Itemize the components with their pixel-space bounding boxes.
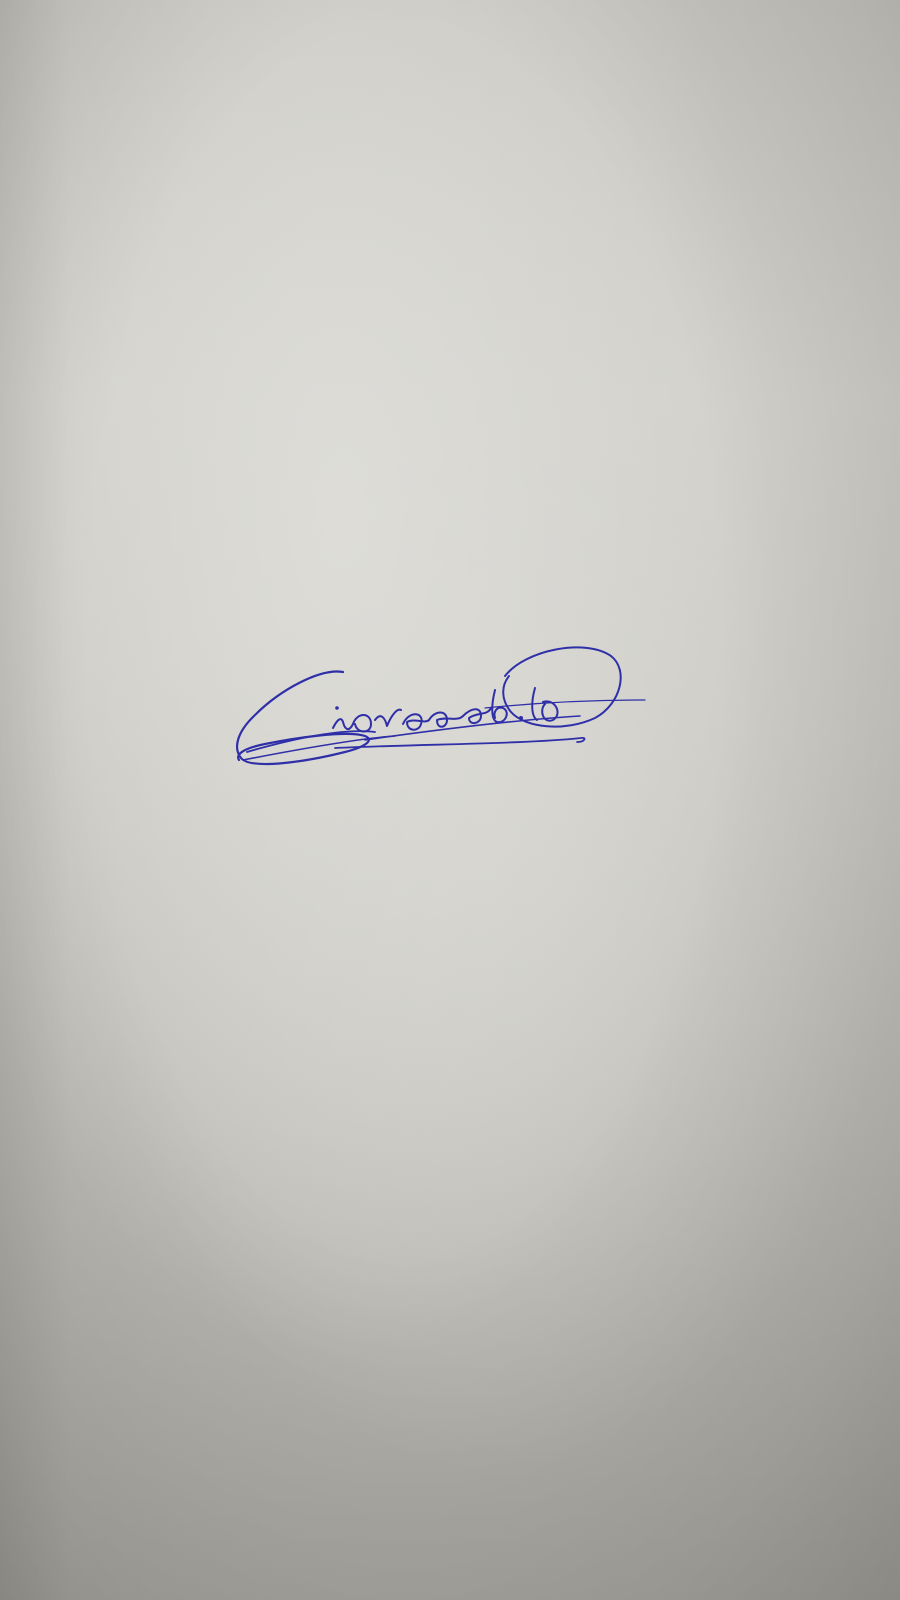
handwritten-signature <box>225 620 665 790</box>
paper-edge-shadow <box>0 0 70 1600</box>
signature-ink <box>225 620 665 790</box>
